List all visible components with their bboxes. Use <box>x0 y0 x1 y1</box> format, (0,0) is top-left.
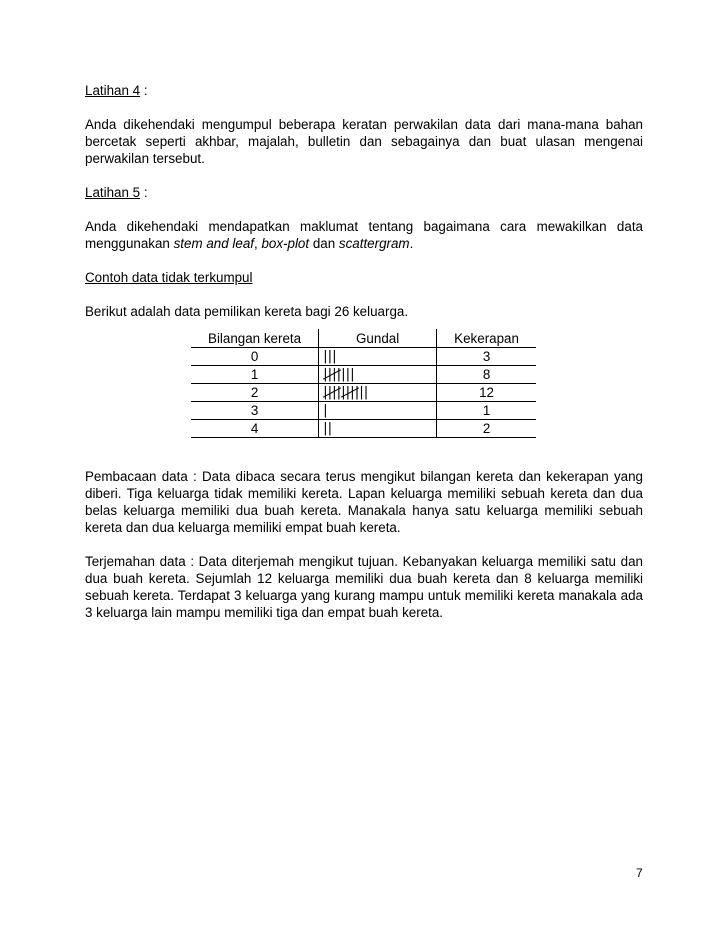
tally-cell <box>319 366 437 384</box>
tally-strokes: || <box>359 385 369 400</box>
frequency-table <box>191 329 536 438</box>
tally-strokes: ||| <box>323 349 337 364</box>
table-row: 1 ||||||| 8 <box>191 366 536 384</box>
tally-strokes: || <box>323 421 333 436</box>
table-row: 0 ||| 3 <box>191 348 536 366</box>
table-row: 2 |||||||||| 12 <box>191 384 536 402</box>
header-gundal: Gundal <box>319 329 437 348</box>
tally-cell <box>319 420 437 438</box>
tally-strokes: | <box>323 403 328 418</box>
document-page <box>85 82 643 621</box>
table-row: 3 | 1 <box>191 402 536 420</box>
terjemahan-paragraph: Terjemahan data : Data diterjemah mengikut tujuan. Kebanyakan keluarga memiliki satu dan dua buah kereta. Sejumlah 12 keluarga memiliki dua buah kereta dan 8 keluarga memiliki sebuah kereta. Terdapat 3 keluarga yang kurang mampu untuk memiliki kereta manakala ada 3 keluarga lain mampu memiliki tiga dan empat buah kereta. <box>85 554 643 620</box>
header-bilangan: Bilangan kereta <box>191 329 319 348</box>
latihan-5-text: Anda dikehendaki mendapatkan maklumat tentang bagaimana cara mewakilkan data menggunakan stem and leaf, box-plot dan scattergram. <box>85 219 643 251</box>
latihan-4-text: Anda dikehendaki mengumpul beberapa keratan perwakilan data dari mana-mana bahan bercetak seperti akhbar, majalah, bulletin dan sebagainya dan buat ulasan mengenai perwakilan tersebut. <box>85 117 643 166</box>
table-header-row <box>191 329 536 348</box>
latihan-5-heading: Latihan 5 : <box>85 185 148 200</box>
page-number: 7 <box>636 866 643 880</box>
tally-strokes: ||| <box>341 367 355 382</box>
tally-cell <box>319 402 437 420</box>
contoh-heading: Contoh data tidak terkumpul <box>85 270 253 285</box>
tally-group-of-five: |||| <box>323 367 342 382</box>
pembacaan-paragraph: Pembacaan data : Data dibaca secara terus mengikut bilangan kereta dan kekerapan yang diberi. Tiga keluarga tidak memiliki kereta. Lapan keluarga memiliki sebuah kereta dan dua belas keluarga memiliki dua buah kereta. Manakala hanya satu keluarga memiliki sebuah kereta dan dua keluarga memiliki empat buah kereta. <box>85 469 643 535</box>
table-row: 4 || 2 <box>191 420 536 438</box>
contoh-intro: Berikut adalah data pemilikan kereta bagi 26 keluarga. <box>85 304 409 319</box>
tally-cell <box>319 384 437 402</box>
latihan-4-heading: Latihan 4 : <box>85 83 148 98</box>
tally-cell <box>319 348 437 366</box>
tally-group-of-five: |||| <box>341 385 360 400</box>
tally-group-of-five: |||| <box>323 385 342 400</box>
header-kekerapan: Kekerapan <box>437 329 536 348</box>
